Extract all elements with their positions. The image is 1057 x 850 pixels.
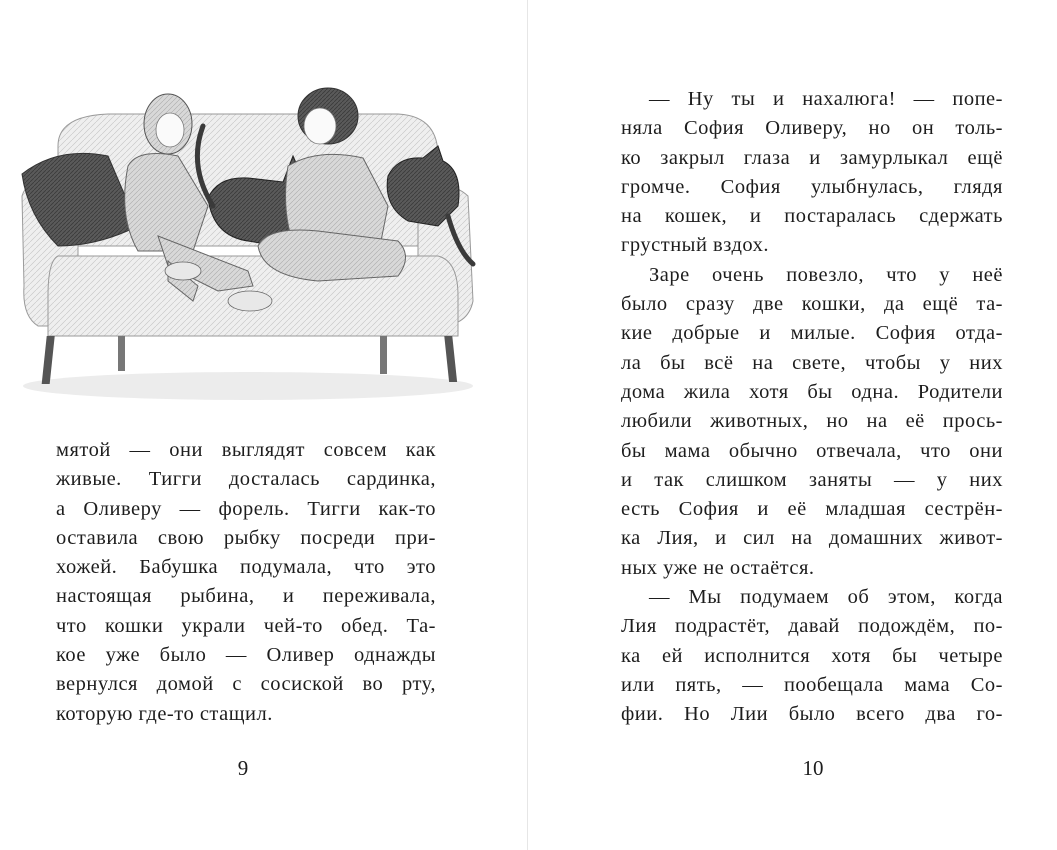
text-line: ко закрыл глаза и замурлыкал ещё bbox=[621, 146, 1003, 169]
text-line: есть София и её младшая сестрён- bbox=[621, 498, 1003, 521]
text-line: кое уже было — Оливер однажды bbox=[56, 644, 436, 667]
text-line: а Оливеру — форель. Тигги как-то bbox=[56, 497, 436, 520]
text-line: ка ей исполнится хотя бы четыре bbox=[621, 644, 1003, 667]
text-line: любили животных, но на её прось- bbox=[621, 410, 1003, 433]
text-line: бы мама обычно отвечала, что они bbox=[621, 439, 1003, 462]
text-line: ка Лия, и сил на домашних живот- bbox=[621, 527, 1003, 550]
text-line: ла бы всё на свете, чтобы у них bbox=[621, 351, 1003, 374]
text-line: фии. Но Лии было всего два го- bbox=[621, 703, 1003, 726]
text-line: было сразу две кошки, да ещё та- bbox=[621, 293, 1003, 316]
text-line: грустный вздох. bbox=[621, 234, 769, 257]
left-page bbox=[0, 0, 527, 850]
text-line: няла София Оливеру, но он толь- bbox=[621, 117, 1003, 140]
text-line: которую где-то стащил. bbox=[56, 702, 273, 725]
text-line: Лия подрастёт, давай подождём, по- bbox=[621, 615, 1003, 638]
text-line: — Ну ты и нахалюга! — попе- bbox=[649, 88, 1003, 110]
text-line: живые. Тигги досталась сардинка, bbox=[56, 468, 436, 491]
text-line: вернулся домой с сосиской во рту, bbox=[56, 673, 436, 696]
page-number: 9 bbox=[237, 756, 249, 780]
text-line: дома жила хотя бы одна. Родители bbox=[621, 380, 1003, 403]
right-page-text bbox=[621, 85, 1003, 730]
text-line: и так слишком заняты — у них bbox=[621, 468, 1003, 491]
text-line: — Мы подумаем об этом, когда bbox=[649, 586, 1003, 609]
page-number: 10 bbox=[802, 756, 824, 780]
text-line: на кошек, и постаралась сдержать bbox=[621, 205, 1003, 228]
text-line: оставила свою рыбку посреди при- bbox=[56, 526, 436, 549]
text-line: мятой — они выглядят совсем как bbox=[56, 439, 436, 461]
text-line: настоящая рыбина, и переживала, bbox=[56, 585, 436, 608]
text-line: кие добрые и милые. София отда- bbox=[621, 322, 1003, 345]
left-page-text bbox=[56, 436, 436, 729]
girls-with-cats-on-sofa-illustration bbox=[18, 86, 480, 406]
text-line: хожей. Бабушка подумала, что это bbox=[56, 556, 436, 579]
text-line: или пять, — пообещала мама Со- bbox=[621, 673, 1003, 696]
text-line: ных уже не остаётся. bbox=[621, 556, 815, 579]
text-line: Заре очень повезло, что у неё bbox=[649, 263, 1003, 286]
text-line: громче. София улыбнулась, глядя bbox=[621, 175, 1003, 198]
text-line: что кошки украли чей-то обед. Та- bbox=[56, 614, 436, 637]
